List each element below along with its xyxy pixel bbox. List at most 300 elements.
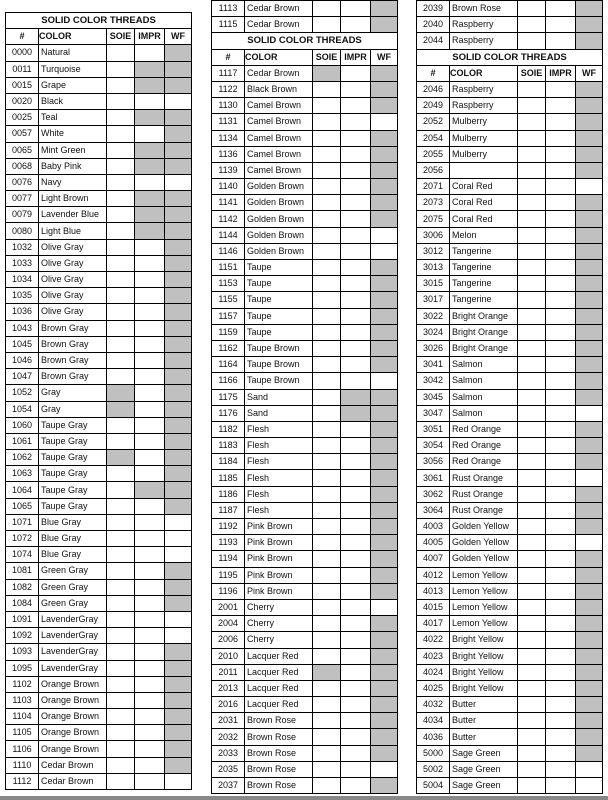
thread-color: Sand bbox=[245, 405, 313, 421]
impr-cell-available bbox=[135, 158, 165, 174]
impr-cell bbox=[341, 583, 371, 599]
thread-color: Flesh bbox=[245, 421, 313, 437]
table-row bbox=[212, 583, 398, 599]
soie-cell bbox=[107, 692, 135, 708]
table-row bbox=[6, 385, 192, 401]
soie-cell bbox=[313, 308, 341, 324]
table-row bbox=[6, 320, 192, 336]
impr-cell bbox=[341, 697, 371, 713]
wf-cell-available bbox=[371, 470, 398, 486]
thread-number: 3022 bbox=[417, 308, 450, 324]
thread-color: Taupe Brown bbox=[245, 340, 313, 356]
page-bottom-edge bbox=[0, 796, 608, 800]
thread-color: Raspberry bbox=[450, 81, 518, 97]
thread-color: Sage Green bbox=[450, 745, 518, 761]
header-color: COLOR bbox=[39, 29, 107, 45]
soie-cell bbox=[313, 340, 341, 356]
thread-number: 1187 bbox=[212, 502, 245, 518]
impr-cell bbox=[135, 255, 165, 271]
thread-number: 1043 bbox=[6, 320, 39, 336]
impr-cell bbox=[546, 697, 576, 713]
soie-cell bbox=[107, 498, 135, 514]
wf-cell bbox=[371, 761, 398, 777]
wf-cell-available bbox=[165, 709, 192, 725]
impr-cell bbox=[341, 745, 371, 761]
wf-cell-available bbox=[576, 227, 603, 243]
impr-cell bbox=[546, 324, 576, 340]
thread-color: Red Orange bbox=[450, 421, 518, 437]
impr-cell-available bbox=[135, 191, 165, 207]
thread-number: 2010 bbox=[212, 648, 245, 664]
impr-cell bbox=[546, 130, 576, 146]
table-row bbox=[417, 340, 603, 356]
impr-cell bbox=[341, 648, 371, 664]
soie-cell bbox=[107, 547, 135, 563]
thread-color: Camel Brown bbox=[245, 130, 313, 146]
thread-number: 4005 bbox=[417, 535, 450, 551]
thread-number: 1196 bbox=[212, 583, 245, 599]
table-row bbox=[212, 648, 398, 664]
wf-cell bbox=[371, 599, 398, 615]
soie-cell bbox=[107, 741, 135, 757]
thread-number: 2031 bbox=[212, 713, 245, 729]
impr-cell bbox=[135, 304, 165, 320]
thread-color: LavenderGray bbox=[39, 628, 107, 644]
soie-cell bbox=[518, 243, 546, 259]
table-row bbox=[212, 243, 398, 259]
thread-number: 1157 bbox=[212, 308, 245, 324]
thread-color: Flesh bbox=[245, 438, 313, 454]
thread-number: 3012 bbox=[417, 243, 450, 259]
impr-cell bbox=[135, 320, 165, 336]
soie-cell bbox=[518, 421, 546, 437]
table-row bbox=[417, 519, 603, 535]
thread-table-column-3 bbox=[416, 0, 603, 794]
thread-number: 1061 bbox=[6, 433, 39, 449]
table-row bbox=[417, 373, 603, 389]
impr-cell bbox=[341, 114, 371, 130]
table-row bbox=[6, 288, 192, 304]
soie-cell bbox=[107, 61, 135, 77]
thread-number: 1162 bbox=[212, 340, 245, 356]
impr-cell bbox=[546, 664, 576, 680]
thread-color: Lemon Yellow bbox=[450, 616, 518, 632]
table-row bbox=[212, 373, 398, 389]
thread-color: Lemon Yellow bbox=[450, 567, 518, 583]
soie-cell bbox=[107, 595, 135, 611]
thread-number: 1046 bbox=[6, 352, 39, 368]
table-row bbox=[417, 81, 603, 97]
thread-color: Tangerine bbox=[450, 276, 518, 292]
thread-number: 0020 bbox=[6, 93, 39, 109]
thread-color: Brown Rose bbox=[245, 713, 313, 729]
soie-cell bbox=[107, 417, 135, 433]
impr-cell bbox=[135, 369, 165, 385]
table-header-row bbox=[212, 49, 398, 65]
impr-cell bbox=[341, 373, 371, 389]
header-number: # bbox=[6, 29, 39, 45]
soie-cell bbox=[313, 1, 341, 17]
table-row bbox=[417, 243, 603, 259]
wf-cell-available bbox=[576, 551, 603, 567]
thread-number: 3024 bbox=[417, 324, 450, 340]
table-row bbox=[417, 357, 603, 373]
table-row bbox=[212, 324, 398, 340]
thread-table bbox=[416, 0, 603, 794]
thread-number: 1032 bbox=[6, 239, 39, 255]
table-row bbox=[212, 761, 398, 777]
impr-cell bbox=[341, 98, 371, 114]
wf-cell-available bbox=[576, 146, 603, 162]
thread-number: 1082 bbox=[6, 579, 39, 595]
table-row bbox=[417, 729, 603, 745]
impr-cell bbox=[135, 644, 165, 660]
impr-cell bbox=[341, 454, 371, 470]
table-row bbox=[6, 514, 192, 530]
thread-color: Olive Gray bbox=[39, 304, 107, 320]
wf-cell-available bbox=[576, 340, 603, 356]
soie-cell bbox=[518, 324, 546, 340]
wf-cell bbox=[165, 547, 192, 563]
wf-cell-available bbox=[165, 207, 192, 223]
impr-cell bbox=[546, 567, 576, 583]
soie-cell bbox=[107, 191, 135, 207]
wf-cell-available bbox=[576, 17, 603, 33]
thread-color: Rust Orange bbox=[450, 470, 518, 486]
soie-cell bbox=[313, 599, 341, 615]
table-row bbox=[6, 61, 192, 77]
wf-cell-available bbox=[576, 130, 603, 146]
thread-number: 1136 bbox=[212, 146, 245, 162]
impr-cell bbox=[546, 421, 576, 437]
impr-cell bbox=[341, 761, 371, 777]
table-row bbox=[212, 470, 398, 486]
thread-number: 1064 bbox=[6, 482, 39, 498]
table-row bbox=[417, 551, 603, 567]
impr-cell bbox=[546, 551, 576, 567]
impr-cell bbox=[135, 433, 165, 449]
thread-color: Lemon Yellow bbox=[450, 583, 518, 599]
soie-cell bbox=[518, 519, 546, 535]
soie-cell bbox=[107, 45, 135, 61]
thread-color: Cedar Brown bbox=[245, 17, 313, 33]
table-row bbox=[212, 729, 398, 745]
wf-cell-available bbox=[165, 158, 192, 174]
thread-color: Butter bbox=[450, 729, 518, 745]
thread-color: Taupe Brown bbox=[245, 357, 313, 373]
thread-number: 2040 bbox=[417, 17, 450, 33]
wf-cell-available bbox=[371, 162, 398, 178]
soie-cell bbox=[518, 778, 546, 794]
soie-cell bbox=[518, 98, 546, 114]
wf-cell bbox=[165, 514, 192, 530]
soie-cell bbox=[313, 697, 341, 713]
header-color: COLOR bbox=[450, 65, 518, 81]
table-row bbox=[212, 98, 398, 114]
wf-cell-available bbox=[576, 486, 603, 502]
soie-cell bbox=[518, 211, 546, 227]
table-row bbox=[6, 741, 192, 757]
table-row bbox=[417, 535, 603, 551]
thread-number: 1035 bbox=[6, 288, 39, 304]
table-row bbox=[6, 239, 192, 255]
soie-cell bbox=[107, 660, 135, 676]
impr-cell-available bbox=[135, 110, 165, 126]
impr-cell bbox=[546, 260, 576, 276]
soie-cell bbox=[313, 680, 341, 696]
impr-cell bbox=[341, 276, 371, 292]
thread-color: Orange Brown bbox=[39, 741, 107, 757]
impr-cell bbox=[135, 628, 165, 644]
soie-cell bbox=[518, 260, 546, 276]
wf-cell-available bbox=[576, 357, 603, 373]
soie-cell bbox=[313, 114, 341, 130]
thread-color: Olive Gray bbox=[39, 255, 107, 271]
thread-table bbox=[5, 12, 192, 790]
soie-cell bbox=[518, 81, 546, 97]
impr-cell bbox=[341, 680, 371, 696]
impr-cell-available bbox=[135, 482, 165, 498]
table-row bbox=[417, 470, 603, 486]
thread-number: 2016 bbox=[212, 697, 245, 713]
thread-color: Bright Yellow bbox=[450, 680, 518, 696]
thread-color: Taupe Gray bbox=[39, 498, 107, 514]
wf-cell-available bbox=[165, 579, 192, 595]
thread-number: 1065 bbox=[6, 498, 39, 514]
thread-number: 1194 bbox=[212, 551, 245, 567]
thread-number: 0068 bbox=[6, 158, 39, 174]
table-row bbox=[212, 114, 398, 130]
thread-number: 4007 bbox=[417, 551, 450, 567]
thread-color: Bright Orange bbox=[450, 324, 518, 340]
soie-cell bbox=[518, 146, 546, 162]
soie-cell bbox=[107, 110, 135, 126]
impr-cell bbox=[546, 405, 576, 421]
thread-number: 0077 bbox=[6, 191, 39, 207]
table-row bbox=[212, 713, 398, 729]
thread-number: 2054 bbox=[417, 130, 450, 146]
table-row bbox=[212, 454, 398, 470]
thread-color: Salmon bbox=[450, 357, 518, 373]
thread-color: LavenderGray bbox=[39, 644, 107, 660]
soie-cell bbox=[518, 389, 546, 405]
soie-cell bbox=[518, 162, 546, 178]
impr-cell bbox=[546, 438, 576, 454]
impr-cell-available bbox=[135, 207, 165, 223]
thread-color: Blue Gray bbox=[39, 547, 107, 563]
thread-number: 0011 bbox=[6, 61, 39, 77]
wf-cell-available bbox=[576, 616, 603, 632]
table-row bbox=[417, 405, 603, 421]
table-row bbox=[417, 648, 603, 664]
wf-cell-available bbox=[165, 61, 192, 77]
soie-cell bbox=[313, 648, 341, 664]
wf-cell bbox=[165, 611, 192, 627]
thread-number: 1062 bbox=[6, 450, 39, 466]
wf-cell-available bbox=[165, 191, 192, 207]
thread-number: 1105 bbox=[6, 725, 39, 741]
thread-number: 1155 bbox=[212, 292, 245, 308]
impr-cell bbox=[135, 514, 165, 530]
impr-cell bbox=[546, 616, 576, 632]
table-row bbox=[212, 616, 398, 632]
wf-cell-available bbox=[371, 65, 398, 81]
soie-cell bbox=[313, 146, 341, 162]
header-soie: SOIE bbox=[518, 65, 546, 81]
soie-cell bbox=[518, 114, 546, 130]
table-row bbox=[417, 33, 603, 49]
impr-cell-available bbox=[135, 223, 165, 239]
wf-cell-available bbox=[165, 142, 192, 158]
soie-cell bbox=[518, 17, 546, 33]
thread-number: 2049 bbox=[417, 98, 450, 114]
thread-color: Sage Green bbox=[450, 778, 518, 794]
soie-cell bbox=[313, 438, 341, 454]
thread-color: Golden Yellow bbox=[450, 519, 518, 535]
wf-cell-available bbox=[371, 421, 398, 437]
soie-cell bbox=[107, 433, 135, 449]
thread-number: 1141 bbox=[212, 195, 245, 211]
soie-cell bbox=[313, 535, 341, 551]
table-row bbox=[212, 421, 398, 437]
thread-number: 1184 bbox=[212, 454, 245, 470]
thread-color: Navy bbox=[39, 174, 107, 190]
table-row bbox=[212, 1, 398, 17]
wf-cell-available bbox=[165, 45, 192, 61]
soie-cell bbox=[107, 369, 135, 385]
thread-color: Cedar Brown bbox=[39, 773, 107, 789]
impr-cell bbox=[546, 632, 576, 648]
thread-number: 0080 bbox=[6, 223, 39, 239]
table-row bbox=[417, 98, 603, 114]
impr-cell bbox=[341, 778, 371, 794]
wf-cell-available bbox=[576, 389, 603, 405]
soie-cell bbox=[518, 340, 546, 356]
thread-color: Golden Brown bbox=[245, 227, 313, 243]
impr-cell bbox=[135, 288, 165, 304]
soie-cell bbox=[107, 304, 135, 320]
impr-cell bbox=[135, 676, 165, 692]
impr-cell bbox=[135, 126, 165, 142]
table-row bbox=[6, 255, 192, 271]
soie-cell bbox=[107, 320, 135, 336]
table-row bbox=[417, 324, 603, 340]
soie-cell bbox=[518, 179, 546, 195]
soie-cell bbox=[313, 17, 341, 33]
thread-number: 1093 bbox=[6, 644, 39, 660]
thread-color: Taupe Gray bbox=[39, 482, 107, 498]
thread-color: Olive Gray bbox=[39, 239, 107, 255]
thread-color: Golden Brown bbox=[245, 211, 313, 227]
impr-cell bbox=[546, 227, 576, 243]
thread-color: Camel Brown bbox=[245, 162, 313, 178]
thread-color: Bright Yellow bbox=[450, 664, 518, 680]
table-row bbox=[417, 114, 603, 130]
thread-number: 4025 bbox=[417, 680, 450, 696]
table-row bbox=[417, 632, 603, 648]
wf-cell bbox=[371, 227, 398, 243]
soie-cell bbox=[518, 195, 546, 211]
impr-cell bbox=[546, 761, 576, 777]
thread-color: Brown Rose bbox=[245, 778, 313, 794]
thread-number: 1060 bbox=[6, 417, 39, 433]
impr-cell bbox=[341, 195, 371, 211]
thread-color: Golden Brown bbox=[245, 195, 313, 211]
wf-cell-available bbox=[371, 680, 398, 696]
impr-cell bbox=[546, 243, 576, 259]
wf-cell-available bbox=[576, 729, 603, 745]
thread-number: 3064 bbox=[417, 502, 450, 518]
wf-cell-available bbox=[165, 223, 192, 239]
wf-cell-available bbox=[371, 98, 398, 114]
impr-cell bbox=[546, 357, 576, 373]
thread-color: Cedar Brown bbox=[245, 1, 313, 17]
wf-cell bbox=[576, 405, 603, 421]
thread-color: Camel Brown bbox=[245, 114, 313, 130]
wf-cell-available bbox=[576, 308, 603, 324]
thread-number: 0065 bbox=[6, 142, 39, 158]
impr-cell bbox=[546, 276, 576, 292]
table-row bbox=[417, 276, 603, 292]
table-row bbox=[212, 292, 398, 308]
table-row bbox=[212, 486, 398, 502]
wf-cell-available bbox=[371, 146, 398, 162]
thread-number: 1112 bbox=[6, 773, 39, 789]
soie-cell bbox=[107, 466, 135, 482]
soie-cell bbox=[313, 421, 341, 437]
soie-cell bbox=[518, 130, 546, 146]
thread-color: Grape bbox=[39, 77, 107, 93]
impr-cell bbox=[341, 130, 371, 146]
table-row bbox=[417, 195, 603, 211]
wf-cell-available bbox=[576, 195, 603, 211]
thread-number: 1117 bbox=[212, 65, 245, 81]
table-title-row bbox=[6, 13, 192, 29]
wf-cell-available bbox=[576, 713, 603, 729]
thread-number: 1122 bbox=[212, 81, 245, 97]
thread-color: Bright Orange bbox=[450, 308, 518, 324]
thread-number: 2035 bbox=[212, 761, 245, 777]
impr-cell bbox=[546, 713, 576, 729]
thread-number: 1193 bbox=[212, 535, 245, 551]
thread-number: 3013 bbox=[417, 260, 450, 276]
table-row bbox=[417, 308, 603, 324]
thread-color: Lacquer Red bbox=[245, 648, 313, 664]
thread-color: Raspberry bbox=[450, 98, 518, 114]
impr-cell bbox=[135, 417, 165, 433]
thread-color: Black bbox=[39, 93, 107, 109]
thread-number: 1139 bbox=[212, 162, 245, 178]
wf-cell-available bbox=[165, 433, 192, 449]
table-row bbox=[6, 336, 192, 352]
table-row bbox=[6, 272, 192, 288]
table-row bbox=[417, 583, 603, 599]
wf-cell-available bbox=[576, 421, 603, 437]
soie-cell bbox=[313, 243, 341, 259]
wf-cell bbox=[165, 93, 192, 109]
soie-cell bbox=[313, 454, 341, 470]
wf-cell-available bbox=[371, 664, 398, 680]
table-row bbox=[6, 692, 192, 708]
thread-color: Cedar Brown bbox=[245, 65, 313, 81]
wf-cell-available bbox=[371, 583, 398, 599]
thread-color: Cherry bbox=[245, 616, 313, 632]
soie-cell bbox=[518, 664, 546, 680]
thread-color: LavenderGray bbox=[39, 660, 107, 676]
table-row bbox=[6, 126, 192, 142]
impr-cell bbox=[341, 1, 371, 17]
header-impr: IMPR bbox=[341, 49, 371, 65]
